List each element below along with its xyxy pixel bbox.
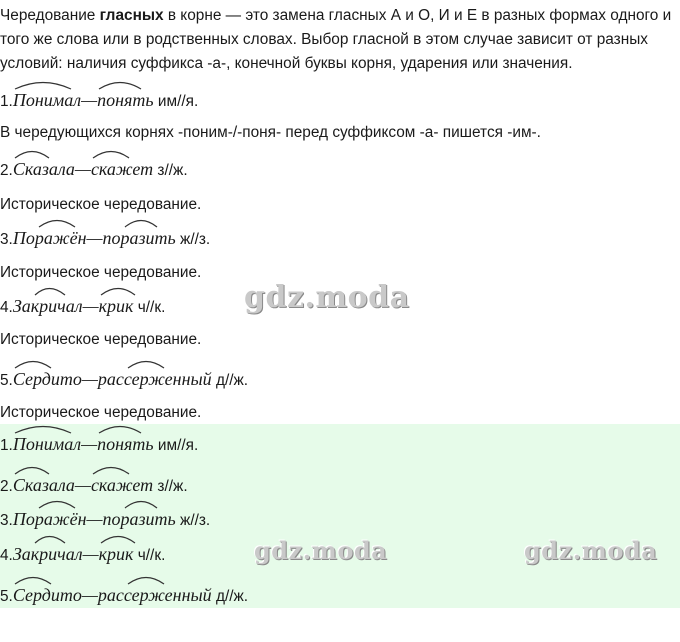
example-dash: — [74,159,91,179]
root-arc-icon [97,78,143,90]
watermark: gdz.moda [254,536,388,565]
example-dash: — [86,228,103,248]
root-arc-icon [13,422,73,434]
answer-alternation: ч//к. [133,547,166,564]
answer-word [103,507,176,531]
answer-word-text: поразить [102,509,176,529]
example-word [91,157,153,181]
example-word [13,157,75,181]
example-word-text: Сердито [12,369,82,389]
answer-word [91,473,153,497]
answer-word-text: Закричал [12,544,83,564]
answer-line [0,507,210,533]
answer-dash: — [81,585,98,605]
example-alternation: ч//к. [133,299,166,316]
watermark: gdz.moda [524,536,658,565]
intro-text-start: Чередование [0,7,100,24]
answer-dash: — [81,434,98,454]
answer-dash: — [74,475,91,495]
answer-word-text: рассерженный [97,585,212,605]
intro-bold-term: гласных [99,7,164,24]
intro-text-end: в корне — это замена гласных А и О, И и Е в разных формах одного и того же слова или в родственных словах. Выбор гласной в этом случае зависит от разных условий: наличия суффикса -а-, конечной буквы корня, ударения или значения. [0,7,672,72]
example-alternation: ж//з. [175,231,211,248]
example-alternation: им//я. [153,93,199,110]
example-alternation: д//ж. [211,372,249,389]
answer-alternation: ж//з. [175,512,211,529]
root-arc-icon [13,78,73,90]
example-line [0,157,188,183]
answer-number: 1. [0,437,13,454]
example-word-text: Понимал [12,90,82,110]
root-arc-icon [13,216,83,228]
example-word [99,294,134,318]
example-word [13,88,81,112]
example-word-text: поразить [102,228,176,248]
root-arc-icon [13,357,53,369]
answer-number: 3. [0,512,13,529]
answer-number: 2. [0,478,13,495]
example-number: 4. [0,299,13,316]
example-word [13,294,83,318]
root-arc-icon [98,573,178,585]
answer-word [13,473,75,497]
example-line [0,294,165,320]
example-number: 1. [0,93,13,110]
intro-paragraph [0,4,676,76]
root-arc-icon [103,497,183,509]
root-arc-icon [98,357,178,369]
answer-line [0,432,198,458]
example-note: Историческое чередование. [0,264,202,281]
example-word [98,367,212,391]
example-note: Историческое чередование. [0,404,202,421]
answer-line [0,583,248,609]
answer-alternation: з//ж. [153,478,188,495]
answer-word [13,583,82,607]
example-note: В чередующихся корнях -поним-/-поня- перед суффиксом -а- пишется -им-. [0,124,541,141]
answer-word [97,432,154,456]
example-dash: — [82,296,99,316]
answer-word-text: Понимал [12,434,82,454]
example-line [0,226,210,252]
answer-number: 5. [0,588,13,605]
example-word [103,226,176,250]
answer-line [0,542,165,568]
root-arc-icon [103,216,183,228]
example-number: 5. [0,372,13,389]
root-arc-icon [99,284,137,296]
root-arc-icon [97,422,143,434]
root-arc-icon [91,463,131,475]
example-number: 3. [0,231,13,248]
root-arc-icon [13,284,83,296]
example-word [13,367,82,391]
answer-word [98,583,212,607]
answer-word-text: крик [98,544,134,564]
example-word [97,88,154,112]
example-number: 2. [0,162,13,179]
example-line [0,88,198,114]
root-arc-icon [91,147,131,159]
answer-word-text: Сказала [12,475,75,495]
root-arc-icon [99,532,137,544]
answer-alternation: д//ж. [211,588,249,605]
answer-number: 4. [0,547,13,564]
answer-word [13,542,83,566]
answer-word [99,542,134,566]
root-arc-icon [13,532,83,544]
root-arc-icon [13,497,83,509]
root-arc-icon [13,573,53,585]
example-line [0,367,248,393]
example-word-text: рассерженный [97,369,212,389]
example-word-text: Поражён [12,228,87,248]
answer-word-text: Сердито [12,585,82,605]
example-word-text: Закричал [12,296,83,316]
root-arc-icon [13,463,51,475]
answer-alternation: им//я. [153,437,199,454]
answer-word [13,432,81,456]
answer-dash: — [82,544,99,564]
example-word-text: понять [97,90,154,110]
example-word-text: Сказала [12,159,75,179]
answer-word-text: Поражён [12,509,87,529]
example-word [13,226,87,250]
example-note: Историческое чередование. [0,331,202,348]
answer-word-text: понять [97,434,154,454]
example-word-text: крик [98,296,134,316]
answer-word-text: скажет [90,475,154,495]
example-word-text: скажет [90,159,154,179]
example-note: Историческое чередование. [0,196,202,213]
answer-line [0,473,188,499]
answer-word [13,507,87,531]
example-dash: — [81,369,98,389]
example-alternation: з//ж. [153,162,188,179]
root-arc-icon [13,147,51,159]
watermark: gdz.moda [244,280,410,315]
answer-dash: — [86,509,103,529]
example-dash: — [81,90,98,110]
